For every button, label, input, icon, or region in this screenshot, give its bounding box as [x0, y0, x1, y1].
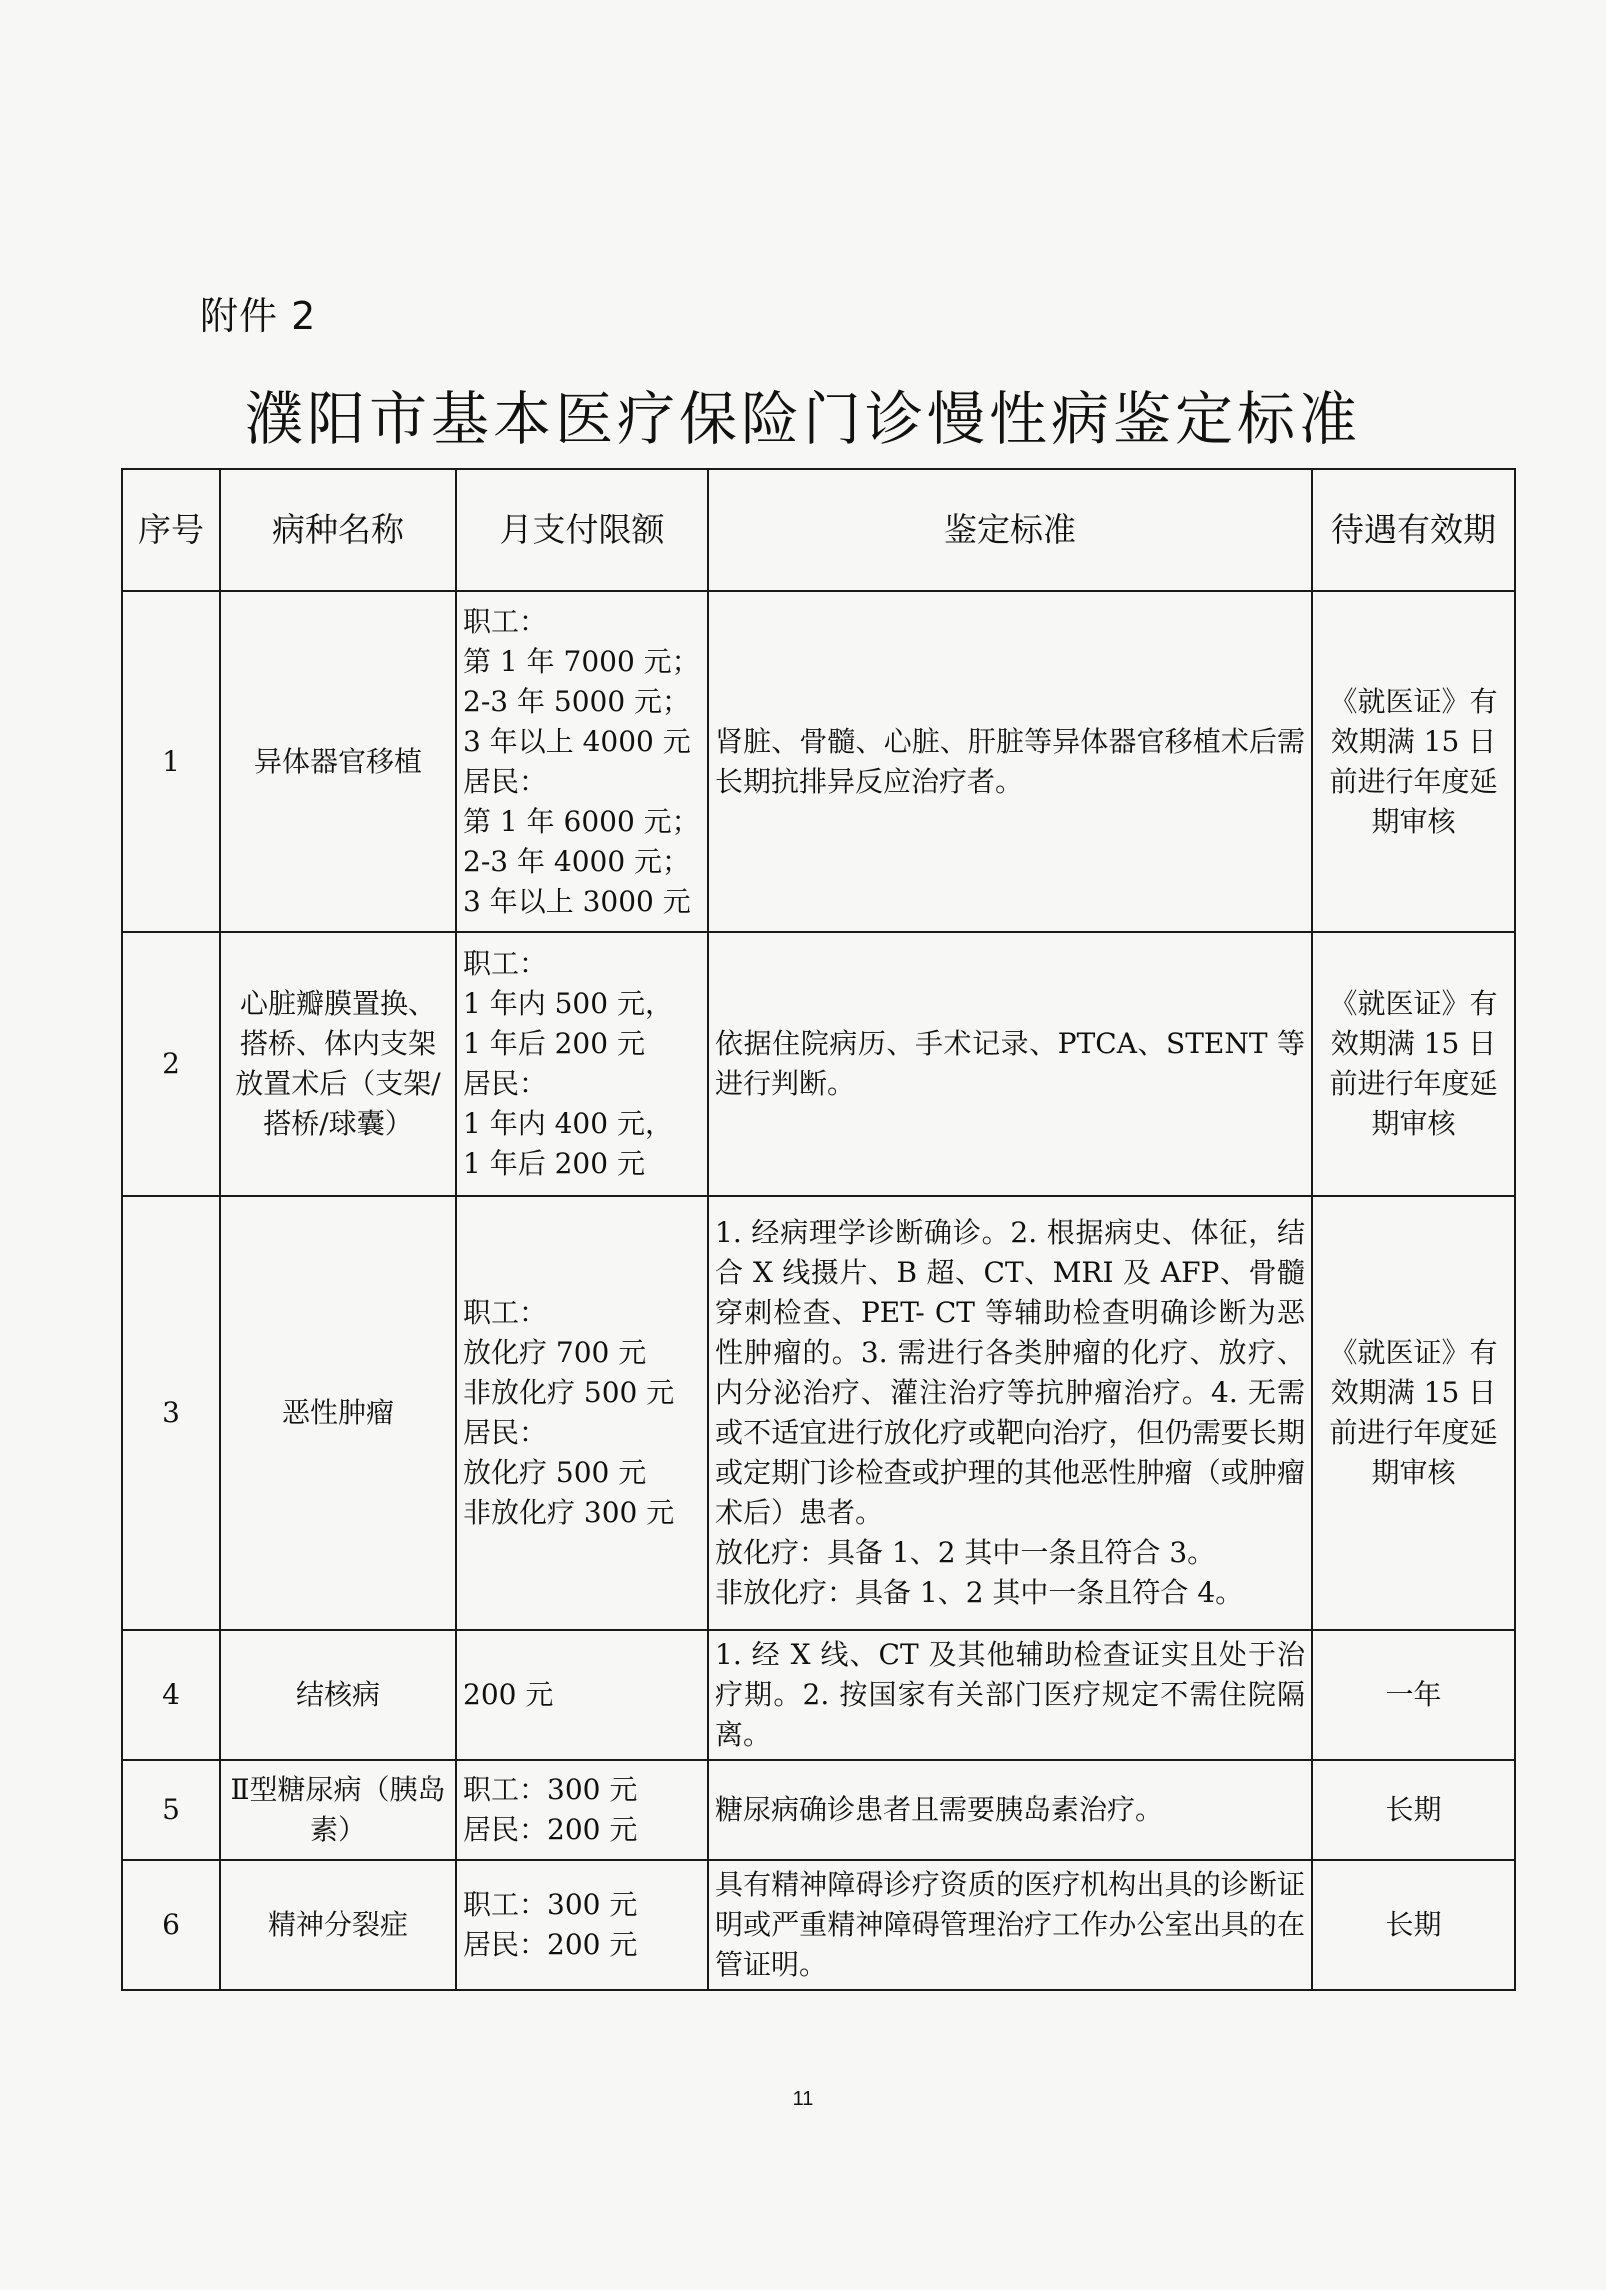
cell-monthly-limit — [456, 591, 708, 932]
criteria-text: 1. 经病理学诊断确诊。2. 根据病史、体征，结合 X 线摄片、B 超、CT、MRI 及 AFP、骨髓穿刺检查、PET- CT 等辅助检查明确诊断为恶性肿瘤的。3. 需进行各类肿瘤的化疗、放疗、内分泌治疗、灌注治疗等抗肿瘤治疗。4. 无需或不适宜进行放化疗或靶向治疗，但仍需要长期或定期门诊检查或护理的其他恶性肿瘤（或肿瘤术后）患者。 — [715, 1216, 1305, 1529]
table-row — [122, 1630, 1515, 1760]
cell-disease-name: Ⅱ型糖尿病（胰岛素） — [220, 1760, 456, 1860]
table-row — [122, 591, 1515, 932]
payment-line: 3 年以上 3000 元 — [463, 884, 691, 918]
cell-seq: 5 — [122, 1760, 220, 1860]
cell-criteria: 具有精神障碍诊疗资质的医疗机构出具的诊断证明或严重精神障碍管理治疗工作办公室出具的在管证明。 — [708, 1860, 1312, 1990]
cell-validity: 《就医证》有效期满 15 日前进行年度延期审核 — [1312, 932, 1515, 1196]
payment-line: 居民：200 元 — [463, 1813, 638, 1846]
cell-monthly-limit — [456, 1860, 708, 1990]
header-monthly-limit: 月支付限额 — [456, 469, 708, 591]
payment-line: 1 年后 200 元 — [463, 1147, 645, 1180]
cell-validity: 《就医证》有效期满 15 日前进行年度延期审核 — [1312, 591, 1515, 932]
payment-line: 放化疗 700 元 — [463, 1336, 647, 1369]
cell-disease-name: 恶性肿瘤 — [220, 1196, 456, 1630]
header-disease-name: 病种名称 — [220, 469, 456, 591]
cell-disease-name: 异体器官移植 — [220, 591, 456, 932]
payment-line: 第 1 年 7000 元； — [463, 644, 700, 678]
payment-line: 居民：200 元 — [463, 1928, 638, 1961]
payment-line: 职工：300 元 — [463, 1773, 638, 1806]
payment-line: 2-3 年 4000 元； — [463, 844, 691, 878]
cell-criteria: 依据住院病历、手术记录、PTCA、STENT 等进行判断。 — [708, 932, 1312, 1196]
cell-seq: 3 — [122, 1196, 220, 1630]
criteria-note: 放化疗：具备 1、2 其中一条且符合 3。 — [715, 1536, 1216, 1569]
cell-disease-name: 结核病 — [220, 1630, 456, 1760]
header-criteria: 鉴定标准 — [708, 469, 1312, 591]
payment-line: 3 年以上 4000 元 — [463, 724, 691, 758]
cell-validity: 长期 — [1312, 1860, 1515, 1990]
cell-criteria: 糖尿病确诊患者且需要胰岛素治疗。 — [708, 1760, 1312, 1860]
payment-line: 200 元 — [463, 1678, 554, 1711]
payment-line: 职工： — [463, 604, 548, 638]
table-row — [122, 1760, 1515, 1860]
payment-line: 职工： — [463, 947, 548, 980]
header-validity: 待遇有效期 — [1312, 469, 1515, 591]
criteria-note: 非放化疗：具备 1、2 其中一条且符合 4。 — [715, 1576, 1244, 1609]
cell-criteria: 肾脏、骨髓、心脏、肝脏等异体器官移植术后需长期抗排异反应治疗者。 — [708, 591, 1312, 932]
table-row — [122, 1860, 1515, 1990]
payment-line: 非放化疗 500 元 — [463, 1376, 675, 1409]
page-number: 11 — [792, 2088, 814, 2110]
cell-disease-name: 精神分裂症 — [220, 1860, 456, 1990]
payment-line: 1 年后 200 元 — [463, 1027, 645, 1060]
payment-line: 1 年内 500 元， — [463, 987, 673, 1020]
cell-seq: 2 — [122, 932, 220, 1196]
payment-line: 放化疗 500 元 — [463, 1456, 647, 1489]
criteria-table — [121, 468, 1516, 1991]
page-title: 濮阳市基本医疗保险门诊慢性病鉴定标准 — [244, 385, 1361, 453]
payment-line: 居民： — [463, 764, 548, 798]
payment-line: 职工： — [463, 1296, 548, 1329]
table-row — [122, 932, 1515, 1196]
cell-validity: 长期 — [1312, 1760, 1515, 1860]
cell-monthly-limit — [456, 1196, 708, 1630]
payment-line: 职工：300 元 — [463, 1888, 638, 1921]
payment-line: 非放化疗 300 元 — [463, 1496, 675, 1529]
payment-line: 1 年内 400 元， — [463, 1107, 673, 1140]
table-header-row — [122, 469, 1515, 591]
cell-monthly-limit — [456, 932, 708, 1196]
payment-line: 2-3 年 5000 元； — [463, 684, 691, 718]
cell-seq: 1 — [122, 591, 220, 932]
header-seq: 序号 — [122, 469, 220, 591]
cell-seq: 6 — [122, 1860, 220, 1990]
payment-line: 居民： — [463, 1416, 548, 1449]
cell-criteria: 1. 经 X 线、CT 及其他辅助检查证实且处于治疗期。2. 按国家有关部门医疗规定不需住院隔离。 — [708, 1630, 1312, 1760]
cell-validity: 《就医证》有效期满 15 日前进行年度延期审核 — [1312, 1196, 1515, 1630]
cell-monthly-limit — [456, 1630, 708, 1760]
payment-line: 第 1 年 6000 元； — [463, 804, 700, 838]
cell-monthly-limit — [456, 1760, 708, 1860]
table-row — [122, 1196, 1515, 1630]
cell-validity: 一年 — [1312, 1630, 1515, 1760]
payment-line: 居民： — [463, 1067, 548, 1100]
cell-criteria — [708, 1196, 1312, 1630]
cell-seq: 4 — [122, 1630, 220, 1760]
cell-disease-name: 心脏瓣膜置换、搭桥、体内支架放置术后（支架/搭桥/球囊） — [220, 932, 456, 1196]
attachment-label: 附件 2 — [200, 294, 317, 338]
